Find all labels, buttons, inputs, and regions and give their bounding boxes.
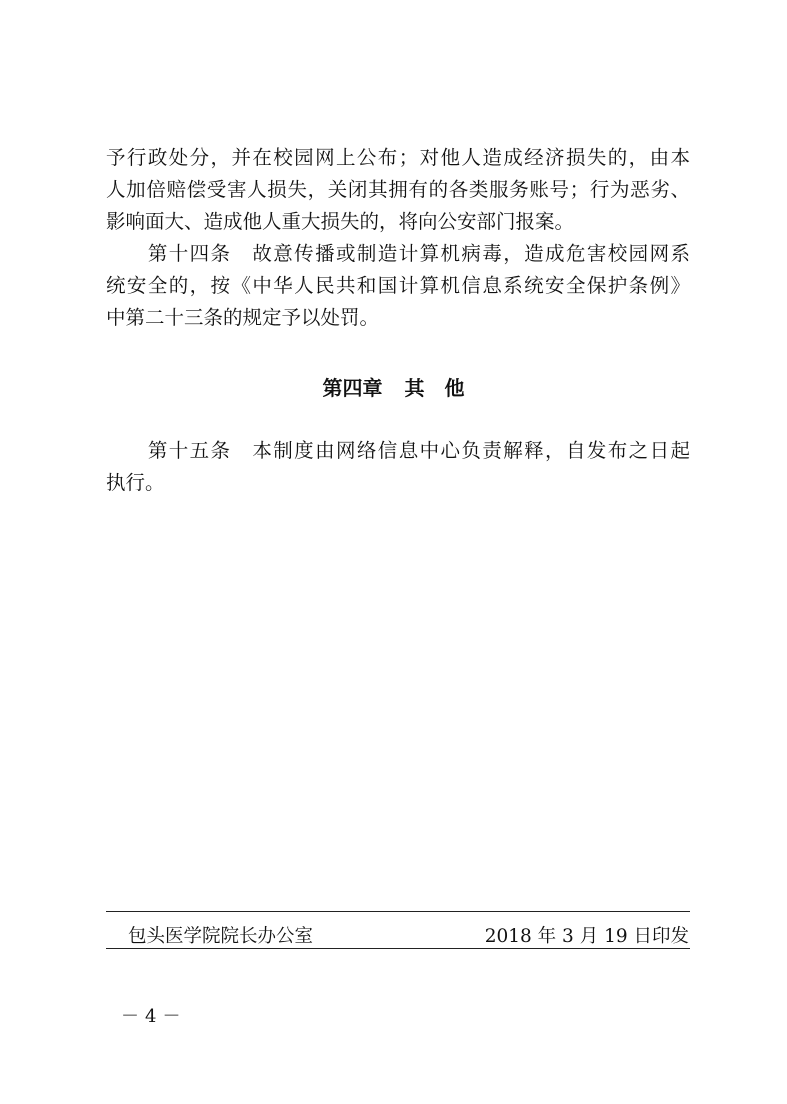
text-line: 统安全的，按《中华人民共和国计算机信息系统安全保护条例》 [106, 274, 690, 297]
text-line: 中第二十三条的规定予以处罚。 [106, 306, 380, 329]
text-line: 予行政处分，并在校园网上公布；对他人造成经济损失的，由本 [106, 146, 690, 169]
footer-top-rule [106, 911, 690, 912]
text-line: 执行。 [106, 471, 165, 494]
text-line: 影响面大、造成他人重大损失的，将向公安部门报案。 [106, 210, 575, 233]
paragraph-continuation [106, 142, 690, 238]
page-number: －4－ [121, 1006, 187, 1027]
footer-date: 2018 年 3 月 19 日印发 [484, 926, 689, 947]
text-line: 第十四条 故意传播或制造计算机病毒，造成危害校园网系 [106, 242, 690, 265]
chapter-title: 其 他 [404, 376, 465, 400]
text-line: 人加倍赔偿受害人损失，关闭其拥有的各类服务账号；行为恶劣、 [106, 178, 690, 201]
article-14 [106, 238, 690, 334]
chapter-heading [0, 372, 787, 401]
text-line: 第十五条 本制度由网络信息中心负责解释，自发布之日起 [106, 439, 690, 462]
article-15 [106, 435, 690, 499]
footer-bottom-rule [106, 948, 690, 949]
footer-issuer: 包头医学院院长办公室 [128, 926, 314, 947]
chapter-number: 第四章 [322, 376, 383, 400]
